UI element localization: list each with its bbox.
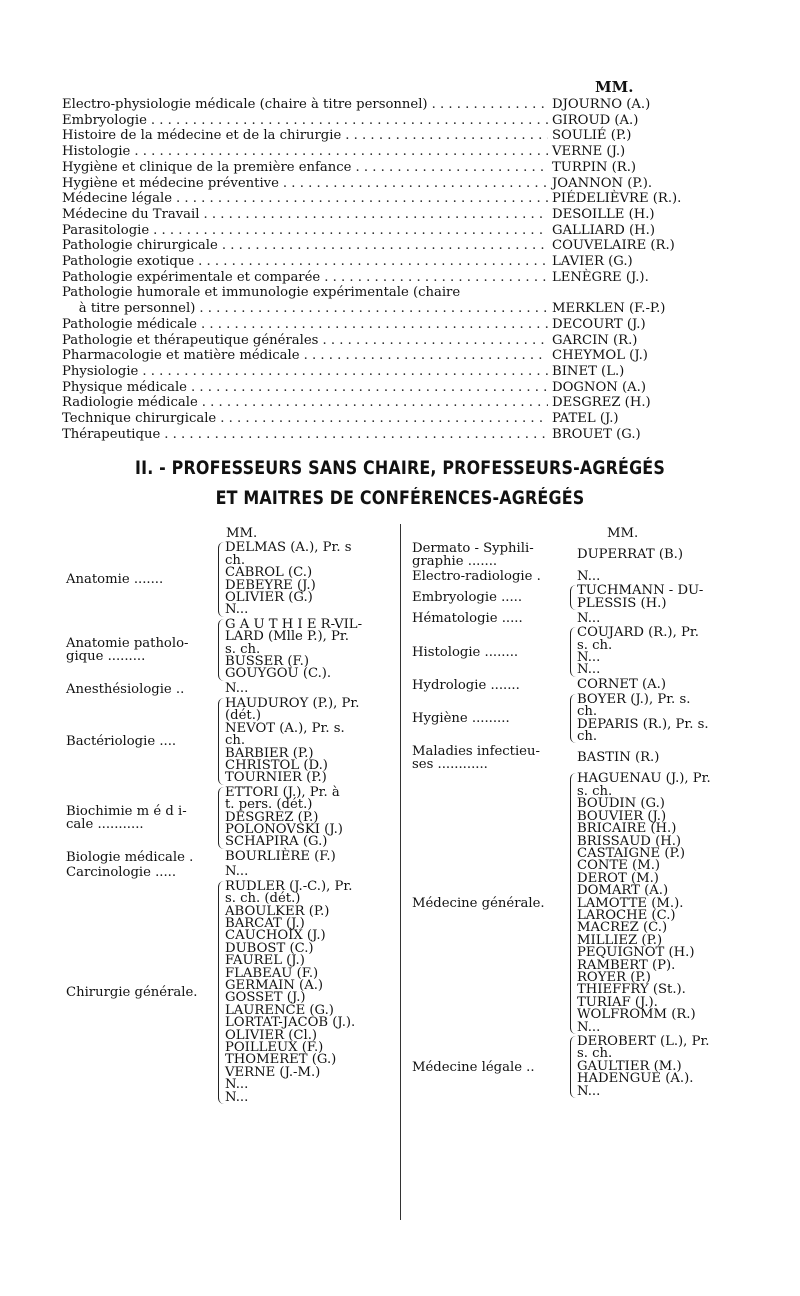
chair-subject: Histologie: [62, 144, 131, 160]
right-column: [412, 528, 762, 1100]
chair-row: [62, 113, 702, 129]
chair-subject: Physiologie: [62, 363, 139, 379]
staff-name: N...: [225, 1089, 249, 1105]
group-names: [218, 784, 391, 850]
staff-name: HADENGUE (A.).: [577, 1071, 694, 1087]
group-names: [218, 616, 391, 682]
chair-professor: LAVIER (G.): [552, 254, 633, 270]
subject-group: [412, 612, 762, 625]
dot-leader: [220, 411, 548, 427]
subject-group: [66, 851, 391, 864]
staff-name: CASTAIGNE (P.): [577, 845, 686, 861]
group-names: [570, 610, 762, 626]
staff-name: N...: [577, 1083, 601, 1099]
chair-professor: JOANNON (P.).: [552, 175, 653, 191]
staff-name: DOMART (A.): [577, 883, 669, 899]
chair-subject: Electro-physiologie médicale (chaire à titre personnel): [62, 97, 428, 112]
group-subject: Electro-radiologie .: [412, 569, 541, 585]
staff-name: s. ch.: [577, 783, 613, 799]
staff-name: OLIVIER (G.): [225, 590, 313, 606]
subject-group: [66, 683, 391, 696]
section-heading-line2: ET MAITRES DE CONFÉRENCES-AGRÉGÉS: [215, 488, 585, 509]
chair-subject: Hygiène et clinique de la première enfance: [62, 159, 352, 175]
chair-subject: Pathologie expérimentale et comparée: [62, 269, 321, 285]
staff-name: NEVOT (A.), Pr. s.: [225, 720, 345, 736]
staff-name: GERMAIN (A.): [225, 978, 324, 993]
chair-professor: DESGREZ (H.): [552, 395, 651, 411]
group-names: [218, 542, 391, 616]
group-names: [218, 695, 391, 786]
chair-professor: GIROUD (A.): [552, 112, 639, 128]
staff-name: CORNET (A.): [577, 677, 666, 693]
subject-group: [66, 878, 391, 1105]
dot-leader: [198, 254, 548, 270]
chair-row: [62, 285, 702, 301]
chair-row: [62, 301, 702, 317]
subject-group: [412, 691, 762, 745]
staff-name: FAUREL (J.): [225, 953, 305, 969]
staff-name: THOMERET (G.): [225, 1052, 337, 1068]
staff-name: ch.: [577, 729, 598, 745]
staff-name: GOSSET (J.): [225, 990, 306, 1006]
staff-name: N...: [577, 568, 601, 584]
chair-row: [62, 395, 702, 411]
staff-name: MACREZ (C.): [577, 920, 668, 936]
chair-professor: VERNE (J.): [552, 144, 626, 160]
chair-professor: PATEL (J.): [552, 411, 619, 427]
group-subject: Anatomie .......: [66, 572, 164, 588]
dot-leader: [345, 128, 548, 144]
chair-row: [62, 144, 702, 160]
chair-professor: BROUET (G.): [552, 426, 641, 442]
chair-subject: Thérapeutique: [62, 426, 161, 442]
chair-professor: GARCIN (R.): [552, 332, 638, 348]
group-names: [218, 866, 391, 878]
staff-name: BRISSAUD (H.): [577, 833, 682, 849]
group-names: [570, 773, 762, 1034]
staff-name: s. ch.: [577, 1046, 613, 1062]
staff-name: THIEFFRY (St.).: [577, 982, 686, 998]
chair-professor: CHEYMOL (J.): [552, 348, 648, 364]
chair-subject: à titre personnel): [62, 301, 196, 317]
dot-leader: [134, 144, 548, 160]
group-subject: Anatomie patholo- gique .........: [66, 635, 189, 664]
chair-professor: BINET (L.): [552, 363, 625, 379]
staff-name: s. ch.: [225, 641, 261, 657]
staff-name: s. ch.: [577, 637, 613, 653]
group-subject: Carcinologie .....: [66, 864, 177, 880]
staff-name: N...: [225, 864, 249, 880]
subject-group: [412, 745, 762, 771]
group-subject: Hématologie .....: [412, 611, 523, 627]
staff-name: GAULTIER (M.): [577, 1058, 682, 1074]
dot-leader: [202, 395, 548, 411]
chair-subject: Histoire de la médecine et de la chirurgie: [62, 128, 342, 144]
group-names: [570, 568, 762, 584]
staff-name: GOUYGOU (C.).: [225, 666, 332, 682]
staff-name: TOURNIER (P.): [225, 770, 327, 786]
staff-name: ETTORI (J.), Pr. à: [225, 784, 340, 800]
chair-row: [62, 160, 702, 176]
staff-name: BOYER (J.), Pr. s.: [577, 691, 691, 707]
staff-name: t. pers. (dét.): [225, 797, 313, 813]
subject-group: [412, 773, 762, 1034]
subject-group: [66, 542, 391, 616]
group-names: [570, 752, 762, 764]
dot-leader: [304, 348, 548, 364]
dot-leader: [324, 270, 548, 286]
staff-name: N...: [225, 681, 249, 697]
staff-name: CHRISTOL (D.): [225, 757, 328, 773]
section-heading-line1: II. - PROFESSEURS SANS CHAIRE, PROFESSEURS-AGRÉGÉS: [135, 458, 665, 479]
staff-name: ROYER (P.): [577, 969, 651, 985]
chair-row: [62, 97, 702, 113]
mm-header-left: MM.: [226, 526, 258, 541]
staff-name: POLONOVSKI (J.): [225, 821, 343, 837]
staff-name: TURIAF (J.).: [577, 994, 658, 1010]
chair-subject: Pathologie médicale: [62, 316, 197, 332]
chair-row: [62, 380, 702, 396]
staff-name: DESGREZ (P.): [225, 809, 319, 825]
staff-name: ch.: [225, 552, 246, 568]
chair-professor: SOULIÉ (P.): [552, 128, 632, 144]
chair-professor: TURPIN (R.): [552, 159, 637, 175]
dot-leader: [283, 176, 548, 192]
subject-group: [412, 585, 762, 610]
staff-name: LARD (Mlle P.), Pr.: [225, 629, 349, 645]
group-names: [218, 683, 391, 695]
staff-name: CABROL (C.): [225, 565, 313, 581]
mm-header-top: MM.: [595, 78, 634, 96]
group-subject: Hydrologie .......: [412, 677, 520, 693]
dot-leader: [151, 113, 548, 129]
subject-group: [412, 570, 762, 583]
staff-name: LAMOTTE (M.).: [577, 895, 684, 911]
group-subject: Anesthésiologie ..: [66, 681, 185, 697]
chair-subject: Pathologie exotique: [62, 254, 195, 270]
subject-group: [66, 784, 391, 850]
chair-row: [62, 317, 702, 333]
staff-name: SCHAPIRA (G.): [225, 834, 328, 850]
staff-name: POILLEUX (F.): [225, 1040, 324, 1056]
staff-name: BOURLIÈRE (F.): [225, 849, 336, 865]
group-names: [570, 679, 762, 691]
dot-leader: [203, 207, 548, 223]
chair-row: [62, 427, 702, 443]
chair-row: [62, 254, 702, 270]
chair-professor: MERKLEN (F.-P.): [552, 301, 666, 317]
chair-row: [62, 333, 702, 349]
staff-name: DEBEYRE (J.): [225, 577, 316, 593]
chair-professor: LENÈGRE (J.).: [552, 269, 649, 285]
chair-professor: DJOURNO (A.): [552, 97, 651, 112]
group-names: [218, 851, 391, 863]
dot-leader: [322, 333, 548, 349]
chair-subject: Parasitologie: [62, 222, 150, 238]
staff-name: HAUDUROY (P.), Pr.: [225, 695, 360, 711]
staff-name: CONTE (M.): [577, 858, 661, 874]
staff-name: RUDLER (J.-C.), Pr.: [225, 878, 353, 894]
chair-professor: PIÉDELIÈVRE (R.).: [552, 191, 682, 207]
subject-group: [412, 679, 762, 692]
dot-leader: [142, 364, 548, 380]
staff-name: DEROBERT (L.), Pr.: [577, 1034, 710, 1049]
staff-name: N...: [225, 602, 249, 618]
group-subject: Biologie médicale .: [66, 849, 194, 865]
staff-name: BASTIN (R.): [577, 750, 660, 766]
staff-name: BARCAT (J.): [225, 915, 305, 931]
staff-name: BARBIER (P.): [225, 745, 314, 761]
group-subject: Chirurgie générale.: [66, 984, 198, 1000]
staff-name: PLESSIS (H.): [577, 595, 667, 611]
chair-subject: Pharmacologie et matière médicale: [62, 348, 300, 364]
chair-subject: Pathologie humorale et immunologie expérimentale (chaire: [62, 285, 461, 301]
staff-name: DEROT (M.): [577, 870, 659, 886]
chair-row: [62, 270, 702, 286]
chair-professor: GALLIARD (H.): [552, 222, 655, 238]
staff-name: HAGUENAU (J.), Pr.: [577, 771, 711, 787]
staff-name: VERNE (J.-M.): [225, 1064, 321, 1080]
group-subject: Dermato - Syphili- graphie .......: [412, 541, 534, 570]
staff-name: N...: [577, 650, 601, 666]
staff-name: DUBOST (C.): [225, 940, 314, 956]
chair-row: [62, 348, 702, 364]
staff-name: PEQUIGNOT (H.): [577, 945, 695, 961]
staff-name: LAURENCE (G.): [225, 1002, 334, 1018]
staff-name: G A U T H I E R-VIL-: [225, 616, 363, 632]
chair-row: [62, 191, 702, 207]
chair-row: [62, 411, 702, 427]
chair-subject: Médecine du Travail: [62, 206, 200, 222]
staff-name: LORTAT-JACOB (J.).: [225, 1015, 356, 1031]
staff-name: DUPERRAT (B.): [577, 547, 684, 563]
staff-name: OLIVIER (Cl.): [225, 1027, 318, 1043]
staff-name: FLABEAU (F.): [225, 965, 319, 981]
group-subject: Hygiène .........: [412, 711, 510, 727]
staff-name: (dét.): [225, 708, 262, 724]
group-subject: Médecine légale ..: [412, 1059, 535, 1075]
subject-group: [66, 866, 391, 879]
group-names: [570, 549, 762, 561]
staff-name: WOLFROMM (R.): [577, 1007, 696, 1023]
staff-name: N...: [577, 610, 601, 626]
group-names: [570, 691, 762, 745]
chair-professor: COUVELAIRE (R.): [552, 238, 675, 254]
dot-leader: [355, 160, 548, 176]
staff-name: RAMBERT (P).: [577, 957, 676, 973]
chair-subject: Technique chirurgicale: [62, 411, 217, 427]
staff-name: BOUDIN (G.): [577, 796, 665, 812]
chair-row: [62, 128, 702, 144]
dot-leader: [164, 427, 548, 443]
dot-leader: [153, 223, 548, 239]
mm-header-right: MM.: [607, 526, 639, 541]
dot-leader: [176, 191, 548, 207]
chair-subject: Pathologie et thérapeutique générales: [62, 332, 319, 348]
column-divider: [400, 524, 401, 1220]
staff-name: BUSSER (F.): [225, 654, 309, 670]
group-subject: Maladies infectieu- ses ............: [412, 744, 540, 773]
staff-name: BOUVIER (J.): [577, 808, 667, 824]
dot-leader: [191, 380, 548, 396]
staff-name: CAUCHOIX (J.): [225, 928, 326, 944]
chair-subject: Embryologie: [62, 112, 147, 128]
group-subject: Histologie ........: [412, 644, 519, 660]
chair-subject: Pathologie chirurgicale: [62, 238, 218, 254]
chair-row: [62, 176, 702, 192]
staff-name: N...: [225, 1077, 249, 1093]
staff-name: s. ch. (dét.): [225, 891, 301, 907]
subject-group: [412, 627, 762, 677]
staff-name: DELMAS (A.), Pr. s: [225, 540, 352, 556]
chair-row: [62, 207, 702, 223]
dot-leader: [199, 301, 548, 317]
chair-subject: Radiologie médicale: [62, 395, 198, 411]
chair-subject: Physique médicale: [62, 379, 187, 395]
subject-group: [412, 542, 762, 568]
group-names: [570, 627, 762, 677]
chair-row: [62, 223, 702, 239]
staff-name: DEPARIS (R.), Pr. s.: [577, 716, 709, 732]
staff-name: ch.: [225, 733, 246, 749]
chair-professor: DECOURT (J.): [552, 316, 646, 332]
staff-name: COUJARD (R.), Pr.: [577, 625, 699, 641]
staff-name: ch.: [577, 704, 598, 720]
staff-name: BRICAIRE (H.): [577, 821, 677, 837]
left-column: [66, 528, 391, 1106]
group-subject: Biochimie m é d i- cale ...........: [66, 803, 187, 832]
staff-name: ABOULKER (P.): [225, 903, 330, 919]
dot-leader: [201, 317, 548, 333]
group-subject: Bactériologie ....: [66, 733, 177, 749]
chair-professor: DESOILLE (H.): [552, 206, 655, 222]
chair-row: [62, 364, 702, 380]
dot-leader: [432, 97, 548, 113]
chair-subject: Médecine légale: [62, 191, 172, 207]
staff-name: TUCHMANN - DU-: [577, 583, 704, 599]
group-subject: Embryologie .....: [412, 590, 523, 606]
subject-group: [412, 1036, 762, 1098]
group-names: [218, 878, 391, 1105]
chair-row: [62, 238, 702, 254]
chairs-list: [62, 97, 702, 442]
staff-name: MILLIEZ (P.): [577, 932, 663, 948]
chair-professor: DOGNON (A.): [552, 379, 647, 395]
group-names: [570, 1036, 762, 1098]
staff-name: LAROCHE (C.): [577, 907, 676, 923]
staff-name: N...: [577, 1019, 601, 1035]
chair-subject: Hygiène et médecine préventive: [62, 175, 279, 191]
staff-name: N...: [577, 662, 601, 678]
subject-group: [66, 616, 391, 682]
dot-leader: [222, 238, 548, 254]
group-names: [570, 585, 762, 610]
subject-group: [66, 695, 391, 786]
group-subject: Médecine générale.: [412, 896, 545, 912]
